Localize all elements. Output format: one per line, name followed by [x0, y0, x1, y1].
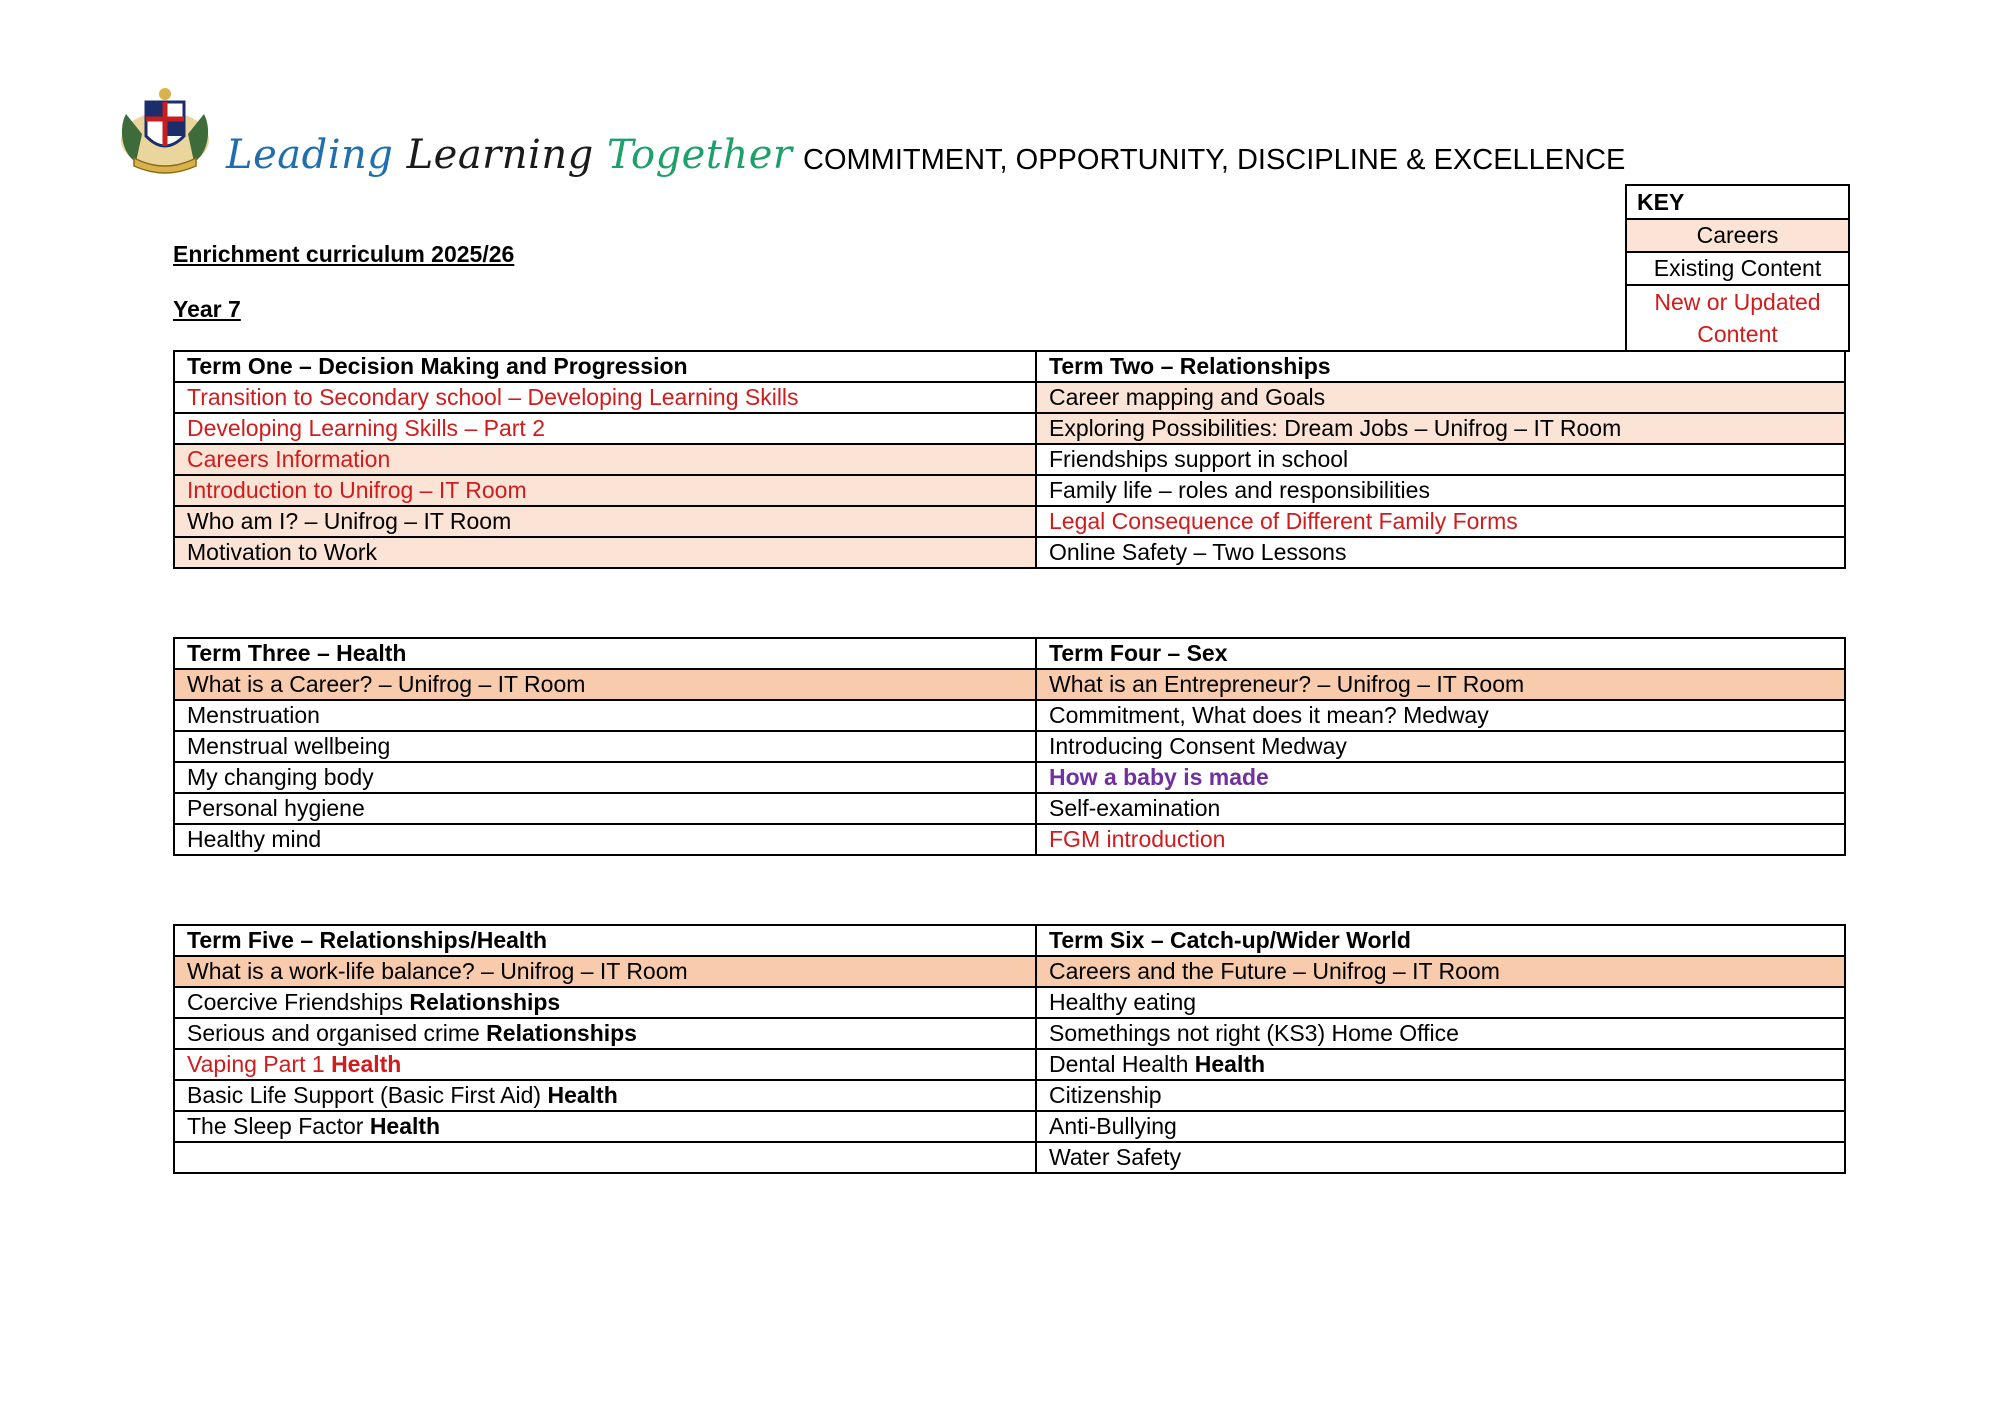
cell-text: Coercive Friendships: [187, 989, 410, 1015]
table-header-row: [174, 351, 1845, 382]
key-existing-content: Existing Content: [1627, 251, 1848, 284]
table-cell: Careers and the Future – Unifrog – IT Room: [1036, 956, 1845, 987]
key-legend: [1625, 184, 1850, 352]
table-row: [174, 1142, 1845, 1173]
table-cell: Motivation to Work: [174, 537, 1036, 568]
header-term-six: Term Six – Catch-up/Wider World: [1036, 925, 1845, 956]
table-cell: What is a Career? – Unifrog – IT Room: [174, 669, 1036, 700]
cell-tag: Health: [331, 1051, 402, 1077]
table-row: [174, 506, 1845, 537]
table-row: [174, 762, 1845, 793]
header-term-four: Term Four – Sex: [1036, 638, 1845, 669]
table-cell: Career mapping and Goals: [1036, 382, 1845, 413]
table-row: [174, 382, 1845, 413]
table-cell: Legal Consequence of Different Family Forms: [1036, 506, 1845, 537]
key-heading: KEY: [1637, 189, 1685, 215]
table-row: [174, 956, 1845, 987]
table-row: [174, 537, 1845, 568]
table-row: [174, 793, 1845, 824]
table-row: [174, 1049, 1845, 1080]
table-row: [174, 669, 1845, 700]
table-cell: Introduction to Unifrog – IT Room: [174, 475, 1036, 506]
table-cell: Healthy mind: [174, 824, 1036, 855]
table-cell: Menstrual wellbeing: [174, 731, 1036, 762]
table-cell: Transition to Secondary school – Developing Learning Skills: [174, 382, 1036, 413]
cell-text: The Sleep Factor: [187, 1113, 370, 1139]
school-motto: [226, 132, 792, 178]
table-row: [174, 824, 1845, 855]
table-cell: Commitment, What does it mean? Medway: [1036, 700, 1845, 731]
school-values: COMMITMENT, OPPORTUNITY, DISCIPLINE & EXCELLENCE: [803, 144, 1626, 176]
cell-text: Vaping Part 1: [187, 1051, 332, 1077]
terms-one-two-table: [173, 350, 1846, 569]
document-title: Enrichment curriculum 2025/26: [173, 241, 515, 267]
table-header-row: [174, 925, 1845, 956]
year-group-heading: Year 7: [173, 296, 241, 322]
key-new-content: New or Updated Content: [1627, 284, 1848, 350]
table-cell: Anti-Bullying: [1036, 1111, 1845, 1142]
cell-tag: Health: [1194, 1051, 1266, 1077]
header-term-two: Term Two – Relationships: [1036, 351, 1845, 382]
table-header-row: [174, 638, 1845, 669]
table-cell: Self-examination: [1036, 793, 1845, 824]
motto-word-together: Together: [606, 132, 793, 178]
table-cell: What is an Entrepreneur? – Unifrog – IT Room: [1036, 669, 1845, 700]
table-row: [174, 1111, 1845, 1142]
table-cell: Family life – roles and responsibilities: [1036, 475, 1845, 506]
table-cell: [1036, 1049, 1845, 1080]
header-term-one: Term One – Decision Making and Progression: [174, 351, 1036, 382]
table-cell: Menstruation: [174, 700, 1036, 731]
table-cell: Healthy eating: [1036, 987, 1845, 1018]
table-row: [174, 987, 1845, 1018]
table-cell: Online Safety – Two Lessons: [1036, 537, 1845, 568]
table-cell: [174, 987, 1036, 1018]
table-cell: [174, 1049, 1036, 1080]
cell-tag: Relationships: [486, 1020, 637, 1046]
table-cell: [174, 1018, 1036, 1049]
cell-text: Serious and organised crime: [187, 1020, 487, 1046]
terms-five-six-table: [173, 924, 1846, 1174]
table-cell: How a baby is made: [1036, 762, 1845, 793]
table-cell: Personal hygiene: [174, 793, 1036, 824]
table-cell: Developing Learning Skills – Part 2: [174, 413, 1036, 444]
school-crest-logo: [116, 84, 214, 180]
table-cell: Citizenship: [1036, 1080, 1845, 1111]
cell-text: Dental Health: [1049, 1051, 1195, 1077]
table-cell: Introducing Consent Medway: [1036, 731, 1845, 762]
table-row: [174, 1080, 1845, 1111]
table-row: [174, 731, 1845, 762]
table-cell: My changing body: [174, 762, 1036, 793]
table-cell: What is a work-life balance? – Unifrog – IT Room: [174, 956, 1036, 987]
table-cell: Who am I? – Unifrog – IT Room: [174, 506, 1036, 537]
key-careers: Careers: [1627, 218, 1848, 251]
table-cell: Somethings not right (KS3) Home Office: [1036, 1018, 1845, 1049]
table-cell: Careers Information: [174, 444, 1036, 475]
cell-text: Basic Life Support (Basic First Aid): [187, 1082, 548, 1108]
table-row: [174, 1018, 1845, 1049]
terms-three-four-table: [173, 637, 1846, 856]
table-cell: [174, 1111, 1036, 1142]
cell-tag: Health: [547, 1082, 618, 1108]
table-cell: [174, 1080, 1036, 1111]
table-row: [174, 700, 1845, 731]
header-term-five: Term Five – Relationships/Health: [174, 925, 1036, 956]
motto-word-learning: Learning: [406, 132, 594, 178]
table-cell: Water Safety: [1036, 1142, 1845, 1173]
cell-tag: Relationships: [409, 989, 561, 1015]
table-cell: FGM introduction: [1036, 824, 1845, 855]
table-cell: Exploring Possibilities: Dream Jobs – Unifrog – IT Room: [1036, 413, 1845, 444]
table-cell: [174, 1142, 1036, 1173]
table-row: [174, 444, 1845, 475]
cell-tag: Health: [369, 1113, 441, 1139]
table-row: [174, 413, 1845, 444]
table-row: [174, 475, 1845, 506]
header-term-three: Term Three – Health: [174, 638, 1036, 669]
motto-word-leading: Leading: [226, 132, 394, 178]
table-cell: Friendships support in school: [1036, 444, 1845, 475]
